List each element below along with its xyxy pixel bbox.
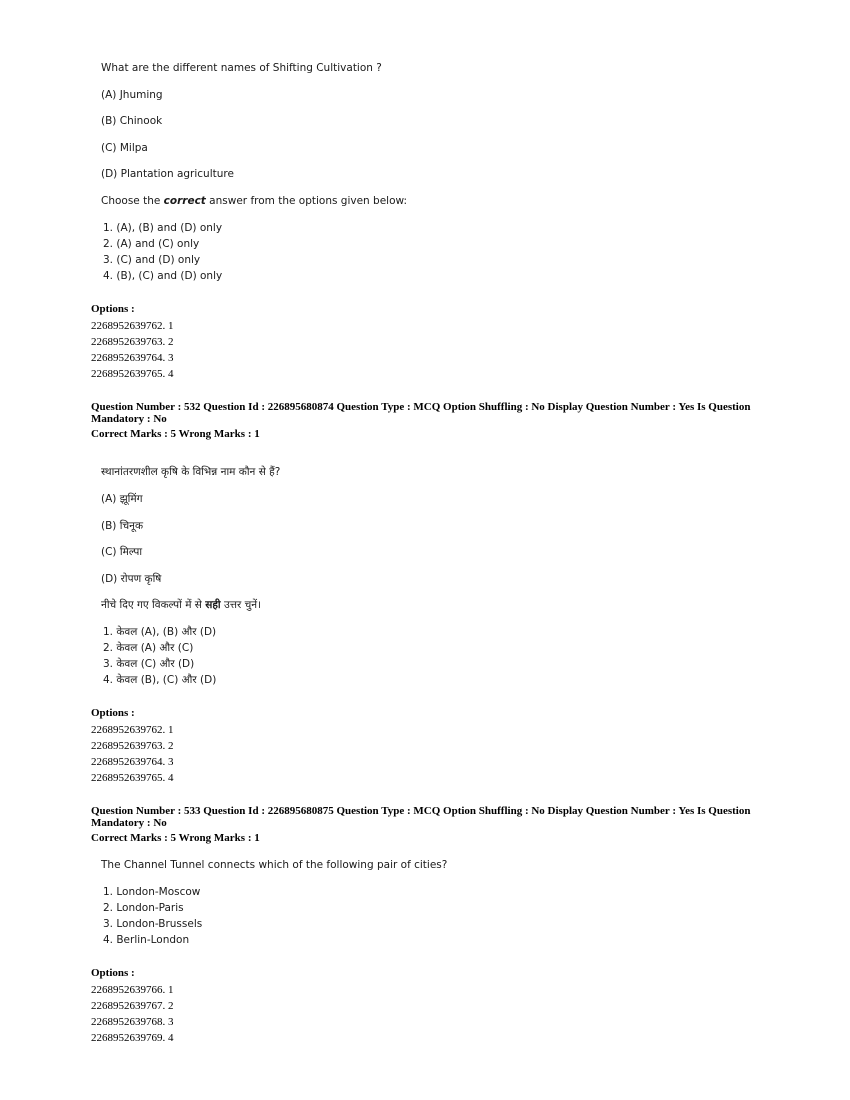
question-marks: Correct Marks : 5 Wrong Marks : 1 bbox=[91, 428, 260, 440]
instruction-emphasis: सही bbox=[205, 599, 221, 611]
instruction-post: answer from the options given below: bbox=[205, 195, 408, 207]
option-row: 2268952639766. 1 bbox=[91, 984, 174, 996]
option-row: 2268952639763. 2 bbox=[91, 740, 174, 752]
options-heading: Options : bbox=[91, 707, 135, 719]
answer-choice: 2. केवल (A) और (C) bbox=[103, 642, 194, 654]
instruction-text bbox=[101, 598, 261, 612]
answer-choice: 1. (A), (B) and (D) only bbox=[103, 222, 223, 234]
instruction-post: उत्तर चुनें। bbox=[220, 599, 262, 611]
question-marks: Correct Marks : 5 Wrong Marks : 1 bbox=[91, 832, 260, 844]
options-heading: Options : bbox=[91, 967, 135, 979]
options-heading: Options : bbox=[91, 303, 135, 315]
instruction-pre: Choose the bbox=[101, 195, 164, 207]
option-row: 2268952639768. 3 bbox=[91, 1016, 174, 1028]
statement-item: (A) झूमिंग bbox=[101, 493, 143, 505]
option-row: 2268952639763. 2 bbox=[91, 336, 174, 348]
question-meta-mandatory: Mandatory : No bbox=[91, 413, 167, 425]
option-row: 2268952639762. 1 bbox=[91, 724, 174, 736]
instruction-pre: नीचे दिए गए विकल्पों में से bbox=[101, 599, 206, 611]
answer-choice: 2. (A) and (C) only bbox=[103, 238, 200, 250]
statement-item: (C) Milpa bbox=[101, 142, 148, 154]
options-list bbox=[91, 318, 174, 382]
options-list bbox=[91, 982, 174, 1046]
answer-choice: 3. केवल (C) और (D) bbox=[103, 658, 195, 670]
statement-item: (B) चिनूक bbox=[101, 520, 144, 532]
statement-item: (C) मिल्पा bbox=[101, 546, 143, 558]
option-row: 2268952639762. 1 bbox=[91, 320, 174, 332]
statement-item: (D) रोपण कृषि bbox=[101, 573, 162, 585]
statement-item: (A) Jhuming bbox=[101, 89, 163, 101]
statement-item: (B) Chinook bbox=[101, 115, 163, 127]
answer-choices bbox=[103, 220, 222, 284]
answer-choice: 3. (C) and (D) only bbox=[103, 254, 201, 266]
option-row: 2268952639767. 2 bbox=[91, 1000, 174, 1012]
answer-choices bbox=[103, 884, 202, 948]
instruction-emphasis: correct bbox=[163, 195, 206, 207]
answer-choice: 4. (B), (C) and (D) only bbox=[103, 270, 223, 282]
instruction-text bbox=[101, 195, 407, 207]
question-text: स्थानांतरणशील कृषि के विभिन्न नाम कौन से हैं? bbox=[101, 466, 281, 478]
option-row: 2268952639764. 3 bbox=[91, 756, 174, 768]
answer-choice: 4. केवल (B), (C) और (D) bbox=[103, 674, 217, 686]
answer-choice: 4. Berlin-London bbox=[103, 934, 190, 946]
options-list bbox=[91, 722, 174, 786]
answer-choice: 2. London-Paris bbox=[103, 902, 184, 914]
answer-choice: 3. London-Brussels bbox=[103, 918, 203, 930]
statement-item: (D) Plantation agriculture bbox=[101, 168, 234, 180]
question-text: The Channel Tunnel connects which of the following pair of cities? bbox=[101, 859, 448, 871]
option-row: 2268952639769. 4 bbox=[91, 1032, 174, 1044]
option-row: 2268952639765. 4 bbox=[91, 368, 174, 380]
option-row: 2268952639764. 3 bbox=[91, 352, 174, 364]
answer-choice: 1. केवल (A), (B) और (D) bbox=[103, 626, 217, 638]
question-meta-mandatory: Mandatory : No bbox=[91, 817, 167, 829]
question-meta: Question Number : 532 Question Id : 226895680874 Question Type : MCQ Option Shuffling : No Display Question Number : Yes Is Question bbox=[91, 401, 751, 413]
question-text: What are the different names of Shifting Cultivation ? bbox=[101, 62, 382, 74]
question-meta: Question Number : 533 Question Id : 226895680875 Question Type : MCQ Option Shuffling : No Display Question Number : Yes Is Question bbox=[91, 805, 751, 817]
answer-choice: 1. London-Moscow bbox=[103, 886, 201, 898]
answer-choices bbox=[103, 624, 216, 688]
option-row: 2268952639765. 4 bbox=[91, 772, 174, 784]
